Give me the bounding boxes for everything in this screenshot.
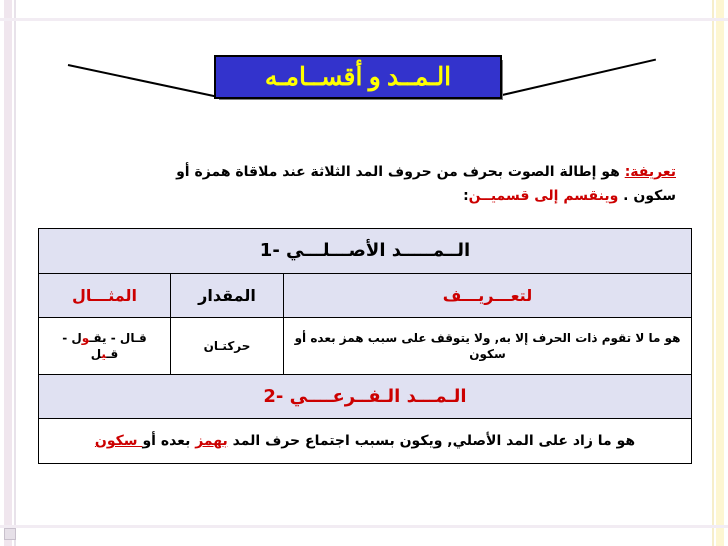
right-border-bar — [716, 0, 724, 546]
page-title — [214, 55, 502, 99]
sec2-sukun-word: سكون — [94, 433, 143, 450]
definition-text-1: هو إطالة الصوت بحرف من حروف المد الثلاثة عند ملاقاة همزة أو — [176, 164, 625, 180]
section2-header-row — [39, 374, 692, 419]
definition-term: تعريفة: — [624, 164, 676, 180]
decor-line-right — [498, 59, 656, 97]
section1-example-cell: قـال - يقـول - قـيل — [39, 318, 171, 374]
definition-text-2: سكون . — [618, 188, 676, 204]
left-border-line — [14, 0, 16, 546]
section1-definition-cell: هو ما لا تقوم ذات الحرف إلا به, ولا يتوقف على سبب همز بعده أو سكون — [284, 318, 692, 374]
decor-line-left — [68, 64, 217, 98]
bottom-border-line — [0, 525, 728, 528]
column-header-row — [39, 273, 692, 318]
right-border-line — [712, 0, 714, 546]
page-title-text: الـمــد و أقســامـه — [264, 64, 452, 91]
section2-title: الـمـــد الـفــرعــــي -2 — [39, 374, 692, 419]
example-highlight-ya: ي — [101, 346, 107, 361]
col-amount-header: المقدار — [171, 273, 284, 318]
top-border-line — [0, 18, 728, 21]
definition-text-4: : — [463, 188, 469, 204]
madd-table — [38, 228, 692, 464]
section2-body-row — [39, 419, 692, 464]
definition-paragraph — [46, 160, 676, 208]
col-definition-header: لتعـــريـــف — [284, 273, 692, 318]
section1-amount-cell: حركتـان — [171, 318, 284, 374]
example-highlight-waw: و — [81, 330, 90, 345]
definition-text-3: وينقسم إلى قسميــن — [468, 188, 619, 204]
col-example-header: المثـــال — [39, 273, 171, 318]
left-border-bar — [4, 0, 12, 546]
corner-square — [4, 528, 16, 540]
section1-title: الــمـــــد الأصـــلـــي -1 — [39, 229, 692, 274]
section2-definition-cell: هو ما زاد على المد الأصلي, ويكون بسبب اجتماع حرف المد بهمز بعده أو سكون — [39, 419, 692, 464]
sec2-hamz-word: بهمز — [195, 433, 228, 450]
section1-header-row — [39, 229, 692, 274]
section1-body-row — [39, 318, 692, 374]
